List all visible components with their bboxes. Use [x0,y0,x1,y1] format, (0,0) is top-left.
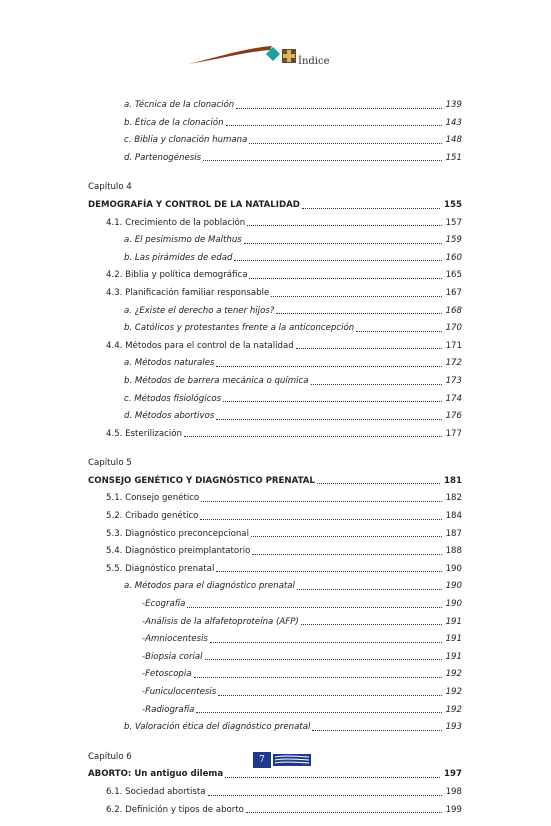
toc-entry[interactable] [88,508,462,526]
toc-entry-label: 6.1. Sociedad abortista [106,786,206,797]
toc-entry[interactable] [88,578,462,596]
dot-leader [249,143,441,144]
toc-entry-page: 139 [445,100,462,110]
dot-leader [196,712,441,713]
emblem-icon [282,49,296,63]
toc-entry-page: 192 [445,687,462,697]
toc-entry[interactable] [88,702,462,720]
toc-entry-page: 191 [445,616,462,627]
toc-entry-label: -Análisis de la alfafetoproteína (AFP) [142,616,299,627]
dot-leader [216,419,441,420]
toc-entry-label: -Amniocentesis [142,634,208,645]
toc-entry-label: b. Métodos de barrera mecánica o química [124,375,309,386]
toc-entry-label: 5.2. Cribado genético [106,511,199,522]
toc-entry-page: 197 [444,769,462,780]
toc-entry-page: 192 [445,704,462,715]
toc-entry-label: 4.2. Biblia y política demográfica [106,270,248,281]
header-ornament [0,0,551,80]
toc-entry-page: 190 [445,563,462,574]
toc-entry-label: b. Valoración ética del diagnóstico prenatal [124,722,311,733]
toc-entry[interactable] [88,490,462,508]
toc-entry-page: 187 [445,528,462,539]
toc-entry-page: 188 [445,546,462,557]
dot-leader [203,160,442,161]
dot-leader [246,812,442,813]
index-link[interactable]: Índice [298,56,330,67]
chapter-heading: Capítulo 5 [88,458,132,469]
toc-entry[interactable] [88,784,462,802]
toc-entry[interactable] [88,719,462,737]
dot-leader [223,401,442,402]
toc-entry[interactable] [88,543,462,561]
toc-entry[interactable] [88,631,462,649]
toc-entry-page: 170 [445,323,462,334]
toc-entry-page: 143 [445,117,462,128]
toc-entry-page: 159 [445,235,462,246]
dot-leader [236,108,441,109]
dot-leader [205,659,442,660]
toc-entry-page: 193 [445,722,462,733]
dot-leader [226,125,442,126]
toc-entry-page: 199 [445,804,462,815]
toc-entry[interactable] [88,338,462,356]
toc-entry-page: 190 [445,599,462,610]
toc-entry-page: 184 [445,511,462,522]
toc-entry-page: 181 [444,475,462,486]
toc-entry[interactable] [88,97,462,115]
toc-entry-page: 191 [445,651,462,662]
dot-leader [296,348,442,349]
toc-entry-page: 192 [445,669,462,680]
toc-entry-page: 171 [445,340,462,351]
dot-leader [184,436,442,437]
toc-entry-page: 168 [445,305,462,316]
toc-entry-page: 165 [445,270,462,281]
toc-entry-label: -Radiografía [142,704,195,715]
toc-entry-label: -Biopsia corial [142,651,203,662]
dot-leader [311,384,442,385]
dot-leader [225,777,440,778]
toc-entry[interactable] [88,250,462,268]
toc-entry[interactable] [88,614,462,632]
toc-entry-label: 4.3. Planificación familiar responsable [106,287,270,298]
toc-entry[interactable] [88,285,462,303]
toc-entry-page: 151 [445,152,462,163]
toc-entry-page: 191 [445,634,462,645]
toc-entry-label: b. Ética de la clonación [124,117,224,128]
toc-entry[interactable] [88,561,462,579]
toc-entry[interactable] [88,408,462,426]
dot-leader [210,642,442,643]
swoosh-ornament [188,46,272,64]
toc-entry-label: c. Métodos fisiológicos [124,393,222,404]
page-footer [253,752,311,768]
toc-entry-label: CONSEJO GENÉTICO Y DIAGNÓSTICO PRENATAL [88,475,315,486]
chapter-heading: Capítulo 4 [88,182,132,193]
toc-entry-label: b. Católicos y protestantes frente a la anticoncepción [124,323,355,334]
toc-entry[interactable] [88,320,462,338]
toc-entry-page: 172 [445,358,462,369]
toc-entry[interactable] [88,684,462,702]
toc-entry-label: a. Métodos naturales [124,358,215,369]
toc-entry-label: 4.1. Crecimiento de la población [106,217,246,228]
toc-entry-label: 4.5. Esterilización [106,428,182,439]
toc-entry-label: 4.4. Métodos para el control de la natalidad [106,340,294,351]
toc-entry-page: 198 [445,786,462,797]
toc-entry[interactable] [88,426,462,444]
toc-entry-label: DEMOGRAFÍA Y CONTROL DE LA NATALIDAD [88,199,300,210]
dot-leader [251,536,442,537]
dot-leader [208,795,442,796]
toc-entry[interactable] [88,526,462,544]
toc-entry[interactable] [88,132,462,150]
dot-leader [301,624,442,625]
toc-entry-label: 6.2. Definición y tipos de aborto [106,804,244,815]
toc-entry-page: 157 [445,217,462,228]
table-of-contents [88,97,462,819]
page-number: 7 [253,752,271,768]
dot-leader [244,243,442,244]
dot-leader [249,278,441,279]
toc-entry-label: d. Partenogénesis [124,152,202,163]
toc-entry-label: -Funiculocentesis [142,687,217,697]
toc-entry[interactable] [88,666,462,684]
toc-chapter-entry[interactable] [88,473,462,491]
toc-entry-label: 5.5. Diagnóstico prenatal [106,563,215,574]
dot-leader [216,571,441,572]
dot-leader [247,225,441,226]
toc-entry-label: d. Métodos abortivos [124,411,215,422]
toc-entry-label: a. Métodos para el diagnóstico prenatal [124,581,295,592]
footer-ornament [253,752,311,768]
toc-entry-label: ABORTO: Un antiguo dilema [88,769,224,780]
dot-leader [276,313,441,314]
toc-entry-label: c. Biblia y clonación humana [124,135,248,146]
toc-entry-label: 5.1. Consejo genético [106,493,200,504]
dot-leader [317,483,440,484]
dot-leader [216,366,441,367]
dot-leader [271,296,441,297]
dot-leader [252,554,441,555]
toc-chapter-entry[interactable] [88,766,462,784]
dot-leader [187,607,441,608]
toc-chapter-entry[interactable] [88,197,462,215]
dot-leader [218,695,441,696]
toc-entry[interactable] [88,373,462,391]
toc-entry-page: 176 [445,411,462,422]
toc-entry[interactable] [88,150,462,168]
dot-leader [201,501,441,502]
toc-entry[interactable] [88,232,462,250]
toc-entry-page: 148 [445,135,462,146]
toc-entry-label: a. El pesimismo de Malthus [124,235,242,246]
toc-entry-page: 160 [445,252,462,263]
toc-entry[interactable] [88,115,462,133]
toc-entry[interactable] [88,596,462,614]
toc-entry-label: 5.3. Diagnóstico preconcepcional [106,528,249,539]
toc-entry-label: -Fetoscopia [142,669,192,680]
toc-entry-page: 167 [445,287,462,298]
toc-entry[interactable] [88,267,462,285]
toc-entry[interactable] [88,355,462,373]
dot-leader [356,331,441,332]
toc-entry-label: a. ¿Existe el derecho a tener hijos? [124,305,275,316]
toc-entry-label: b. Las pirámides de edad [124,252,233,263]
toc-entry-label: 5.4. Diagnóstico preimplantatorio [106,546,251,557]
toc-entry[interactable] [88,303,462,321]
toc-entry[interactable] [88,649,462,667]
dot-leader [194,677,442,678]
toc-entry-page: 177 [445,428,462,439]
toc-entry-page: 155 [444,199,462,210]
dot-leader [312,730,441,731]
toc-entry[interactable] [88,215,462,233]
toc-entry-label: -Ecografía [142,599,186,610]
toc-entry-label: a. Técnica de la clonación [124,100,235,110]
toc-entry-page: 173 [445,375,462,386]
dot-leader [200,519,441,520]
toc-entry[interactable] [88,391,462,409]
toc-entry-page: 182 [445,493,462,504]
toc-entry-page: 190 [445,581,462,592]
toc-entry[interactable] [88,802,462,820]
chapter-heading: Capítulo 6 [88,751,132,762]
dot-leader [234,260,441,261]
dot-leader [302,208,440,209]
page-header [0,0,551,80]
dot-leader [297,589,442,590]
toc-entry-page: 174 [445,393,462,404]
